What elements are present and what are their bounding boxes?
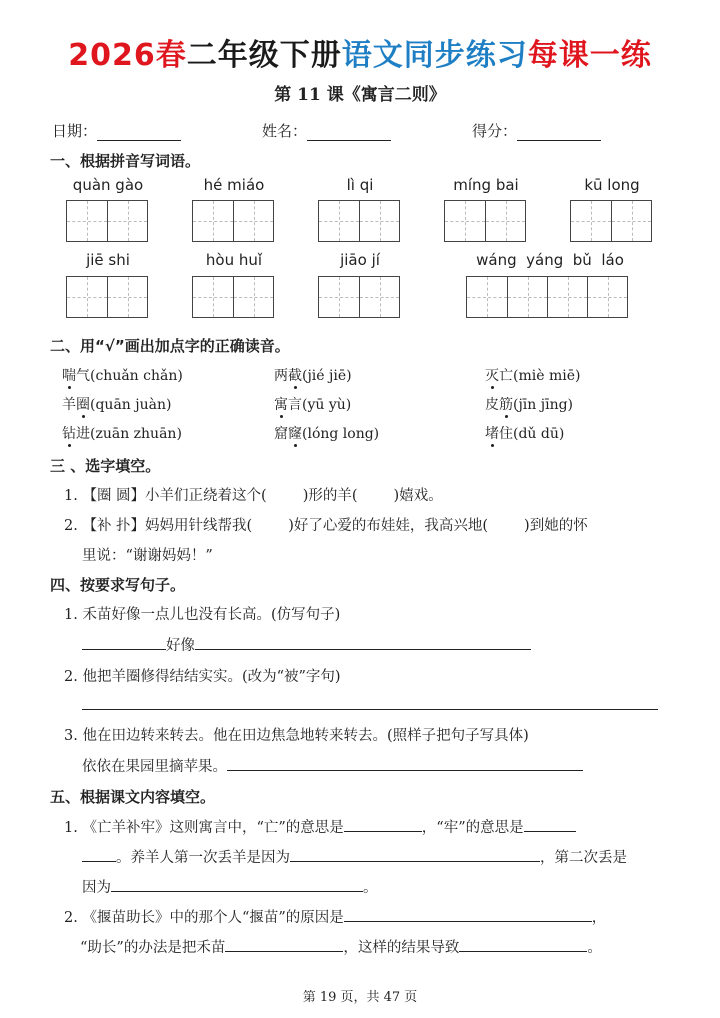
- pinyin-label: lì qi: [346, 176, 374, 194]
- content-question-1-cont: [82, 876, 378, 897]
- banner-part-grade: 二年级下册: [186, 38, 342, 73]
- fill-question-1: [64, 484, 443, 505]
- pinyin-options[interactable]: (jīn jīng): [513, 397, 574, 413]
- reading-choice[interactable]: [62, 423, 182, 443]
- word-pre: 皮: [485, 397, 499, 413]
- section2-heading: 二、用“√”画出加点字的正确读音。: [50, 337, 290, 355]
- question-text: 。养羊人第一次丢羊是因为: [116, 850, 290, 866]
- question-text: )好了心爱的布娃娃，我高兴地(: [288, 518, 489, 534]
- page-number: 第 19 页，共 47 页: [302, 990, 418, 1005]
- dotted-char: 圈: [76, 394, 90, 414]
- section4-heading: 四、按要求写句子。: [50, 576, 186, 594]
- tianzige-cell[interactable]: [107, 201, 147, 241]
- prompt-text: 依依在果园里摘苹果。: [82, 759, 227, 775]
- question-number: 3.: [64, 728, 78, 744]
- pinyin-options[interactable]: (yū yù): [302, 397, 352, 413]
- pinyin-options[interactable]: (jié jiē): [302, 368, 352, 384]
- answer-blank[interactable]: [225, 936, 343, 952]
- reading-choice[interactable]: [62, 394, 171, 414]
- question-number: 2.: [64, 518, 78, 534]
- worksheet-banner-title: [0, 30, 720, 74]
- score-blank[interactable]: [517, 124, 601, 141]
- tianzige-cell[interactable]: [467, 277, 507, 317]
- date-blank[interactable]: [97, 124, 181, 141]
- reading-choice[interactable]: [485, 365, 580, 385]
- question-text: 。: [363, 880, 378, 896]
- date-label: 日期：: [52, 122, 98, 140]
- answer-blank[interactable]: [111, 876, 363, 892]
- reading-choice[interactable]: [274, 423, 379, 443]
- tianzige-cell[interactable]: [233, 201, 273, 241]
- question-text: 。: [587, 940, 602, 956]
- question-text: ，这样的结果导致: [343, 940, 460, 956]
- tianzige-cell[interactable]: [359, 201, 399, 241]
- tianzige-cell[interactable]: [507, 277, 547, 317]
- tianzige-cell[interactable]: [547, 277, 587, 317]
- pinyin-label: jiē shi: [86, 251, 130, 269]
- tianzige-cell[interactable]: [67, 201, 107, 241]
- reading-choice[interactable]: [274, 394, 351, 414]
- tianzige-cell[interactable]: [319, 277, 359, 317]
- dotted-char: 筋: [499, 394, 513, 414]
- tianzige-cell[interactable]: [611, 201, 651, 241]
- answer-blank[interactable]: [195, 634, 531, 650]
- tianzige-answer-box[interactable]: [66, 276, 148, 318]
- tianzige-cell[interactable]: [359, 277, 399, 317]
- answer-blank[interactable]: [344, 816, 422, 832]
- word-pre: 羊: [62, 397, 76, 413]
- pinyin-label: kū long: [584, 176, 640, 194]
- pinyin-options[interactable]: (lóng long): [302, 426, 380, 442]
- answer-blank[interactable]: [459, 936, 587, 952]
- question-number: 1.: [64, 820, 78, 836]
- tianzige-cell[interactable]: [193, 201, 233, 241]
- pinyin-options[interactable]: (dǔ dū): [513, 426, 565, 442]
- answer-blank[interactable]: [82, 634, 166, 650]
- reading-choice[interactable]: [485, 394, 573, 414]
- pinyin-options[interactable]: (chuǎn chǎn): [90, 368, 183, 384]
- sentence-question-2: [64, 665, 341, 686]
- tianzige-cell[interactable]: [445, 201, 485, 241]
- fill-word: 好像: [166, 638, 195, 654]
- question-text: 【圈 圆】小羊们正绕着这个(: [82, 488, 267, 504]
- question-number: 1.: [64, 607, 78, 623]
- word-rest: 亡: [499, 368, 513, 384]
- question-text: ，第二次丢是: [540, 850, 627, 866]
- tianzige-cell[interactable]: [233, 277, 273, 317]
- question-text: ，: [591, 910, 607, 926]
- name-field[interactable]: [262, 120, 391, 141]
- question-text: )形的羊(: [302, 488, 358, 504]
- tianzige-answer-box[interactable]: [192, 200, 274, 242]
- section5-heading: 五、根据课文内容填空。: [50, 788, 216, 806]
- tianzige-cell[interactable]: [107, 277, 147, 317]
- date-field[interactable]: [52, 120, 181, 141]
- word-rest: 言: [288, 397, 302, 413]
- sentence-question-1: [64, 603, 340, 624]
- name-blank[interactable]: [307, 124, 391, 141]
- pinyin-label: hé miáo: [203, 176, 265, 194]
- question-text: 《亡羊补牢》这则寓言中，“亡”的意思是: [82, 820, 344, 836]
- tianzige-cell[interactable]: [67, 277, 107, 317]
- question-text: 《揠苗助长》中的那个人“揠苗”的原因是: [82, 910, 344, 926]
- tianzige-cell[interactable]: [485, 201, 525, 241]
- question-text: “助长”的办法是把禾苗: [80, 940, 226, 956]
- dotted-char: 喘: [62, 365, 76, 385]
- banner-part-year: 2026春: [68, 38, 187, 73]
- answer-blank[interactable]: [290, 846, 540, 862]
- banner-part-subject: 语文同步练习: [341, 38, 528, 73]
- answer-blank[interactable]: [82, 846, 116, 862]
- question-text: 因为: [82, 880, 111, 896]
- word-rest: 住: [499, 426, 513, 442]
- dotted-char: 钻: [62, 423, 76, 443]
- pinyin-label: míng bai: [453, 176, 519, 194]
- content-question-2-cont: [80, 936, 602, 957]
- answer-line[interactable]: [82, 709, 658, 710]
- content-question-1: [64, 816, 576, 837]
- tianzige-answer-box[interactable]: [318, 276, 400, 318]
- dotted-char: 窿: [288, 423, 302, 443]
- tianzige-cell[interactable]: [319, 201, 359, 241]
- word-pre: 两: [274, 368, 288, 384]
- tianzige-answer-box[interactable]: [570, 200, 652, 242]
- tianzige-answer-box[interactable]: [318, 200, 400, 242]
- answer-blank[interactable]: [344, 906, 592, 922]
- question-text: )嬉戏。: [393, 488, 443, 504]
- pinyin-options[interactable]: (miè miē): [513, 368, 581, 384]
- pinyin-options[interactable]: (quān juàn): [90, 397, 172, 413]
- question-number: 1.: [64, 488, 78, 504]
- dotted-char: 寓: [274, 394, 288, 414]
- answer-blank[interactable]: [524, 816, 576, 832]
- content-question-2: [64, 906, 606, 927]
- tianzige-cell[interactable]: [193, 277, 233, 317]
- lesson-title: 第 11 课《寓言二则》: [274, 85, 446, 105]
- banner-part-series: 每课一练: [527, 38, 652, 73]
- reading-choice[interactable]: [62, 365, 183, 385]
- name-label: 姓名：: [262, 122, 308, 140]
- question-text: 禾苗好像一点儿也没有长高。(仿写句子): [82, 607, 341, 623]
- question-number: 2.: [64, 669, 78, 685]
- answer-blank[interactable]: [227, 755, 583, 771]
- score-label: 得分：: [472, 122, 518, 140]
- content-question-1-cont: [82, 846, 627, 867]
- pinyin-label: jiāo jí: [340, 251, 380, 269]
- dotted-char: 截: [288, 365, 302, 385]
- question-text: 他把羊圈修得结结实实。(改为“被”字句): [82, 669, 341, 685]
- pinyin-label: wáng yáng bǔ láo: [476, 251, 624, 269]
- tianzige-answer-box[interactable]: [466, 276, 628, 318]
- dotted-char: 堵: [485, 423, 499, 443]
- fill-question-2: [64, 514, 588, 535]
- tianzige-answer-box[interactable]: [192, 276, 274, 318]
- dotted-char: 灭: [485, 365, 499, 385]
- pinyin-label: hòu huǐ: [205, 251, 263, 269]
- question-text: 里说：“谢谢妈妈！”: [82, 548, 213, 564]
- sentence-question-3: [64, 724, 529, 745]
- question-number: 2.: [64, 910, 78, 926]
- sentence-answer-row: [82, 634, 531, 655]
- tianzige-cell[interactable]: [571, 201, 611, 241]
- tianzige-answer-box[interactable]: [444, 200, 526, 242]
- question-text: )到她的怀: [524, 518, 588, 534]
- tianzige-answer-box[interactable]: [66, 200, 148, 242]
- section1-heading: 一、根据拼音写词语。: [50, 152, 201, 170]
- tianzige-cell[interactable]: [587, 277, 627, 317]
- section3-heading: 三 、选字填空。: [50, 457, 161, 475]
- word-rest: 气: [76, 368, 90, 384]
- sentence-answer-row: [82, 755, 583, 776]
- pinyin-label: quàn gào: [72, 176, 144, 194]
- reading-choice[interactable]: [274, 365, 352, 385]
- question-text: 【补 扑】妈妈用针线帮我(: [82, 518, 253, 534]
- question-text: ，“牢”的意思是: [421, 820, 524, 836]
- pinyin-options[interactable]: (zuān zhuān): [90, 426, 182, 442]
- question-text: 他在田边转来转去。他在田边焦急地转来转去。(照样子把句子写具体): [82, 728, 529, 744]
- reading-choice[interactable]: [485, 423, 564, 443]
- score-field[interactable]: [472, 120, 601, 141]
- word-pre: 窟: [274, 426, 288, 442]
- word-rest: 进: [76, 426, 90, 442]
